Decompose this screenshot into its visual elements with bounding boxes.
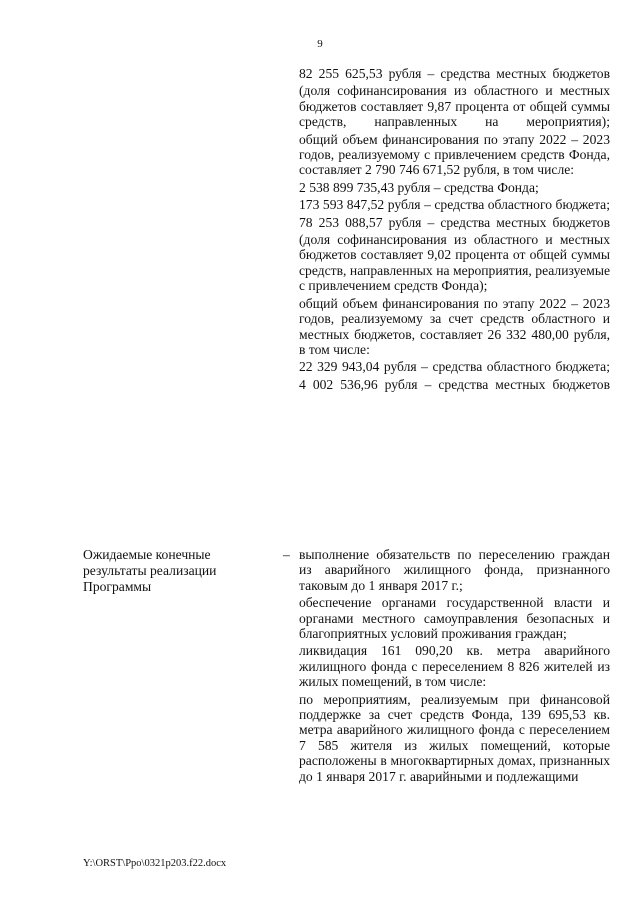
funding-paragraph: 4 002 536,96 рубля – средства местных бюджетов (299, 376, 610, 392)
funding-paragraph: 173 593 847,52 рубля – средства областного бюджета; (299, 197, 610, 213)
section-dash: – (283, 547, 290, 562)
result-paragraph: выполнение обязательств по переселению граждан из аварийного жилищного фонда, признанного таковым до 1 января 2017 г.; (299, 547, 610, 593)
funding-paragraph: общий объем финансирования по этапу 2022 – 2023 годов, реализуемому с привлечением средств Фонда, составляет 2 790 746 671,52 рубля, в том числе: (299, 131, 610, 178)
funding-paragraph: 22 329 943,04 рубля – средства областного бюджета; (299, 359, 610, 375)
funding-paragraph: общий объем финансирования по этапу 2022 – 2023 годов, реализуемому за счет средств областного и местных бюджетов, составляет 26 332 480,00 рубля, в том числе: (299, 295, 610, 357)
page-number: 9 (317, 38, 323, 50)
funding-paragraph: 82 255 625,53 рубля – средства местных бюджетов (299, 66, 610, 81)
funding-paragraph: 78 253 088,57 рубля – средства местных бюджетов (299, 214, 610, 230)
funding-paragraph: (доля софинансирования из областного и местных бюджетов составляет 9,87 процента от общей суммы средств, направленных на мероприятия); (299, 83, 610, 130)
footer-file-path: Y:\ORST\Ppo\0321p203.f22.docx (83, 858, 227, 869)
result-paragraph: ликвидация 161 090,20 кв. метра аварийного жилищного фонда с переселением 8 826 жителей из жилых помещений, в том числе: (299, 643, 610, 690)
funding-text-block (299, 66, 610, 784)
funding-paragraph: (доля софинансирования из областного и местных бюджетов составляет 9,02 процента от общей суммы средств, направленных на мероприятия, реализуемые с привлечением средств Фонда); (299, 232, 610, 294)
result-paragraph: по мероприятиям, реализуемым при финансовой поддержке за счет средств Фонда, 139 695,53 кв. метра аварийного жилищного фонда с переселением 7 585 жителя из жилых помещений, которые расположены в многоквартирных домах, признанных до 1 января 2017 г. аварийными и подлежащими (299, 691, 610, 784)
funding-paragraph: 2 538 899 735,43 рубля – средства Фонда; (299, 179, 539, 195)
result-paragraph: обеспечение органами государственной власти и органами местного самоуправления безопасных и благоприятных условий проживания граждан; (299, 595, 610, 642)
section-label: Ожидаемые конечные результаты реализации Программы (83, 547, 217, 594)
